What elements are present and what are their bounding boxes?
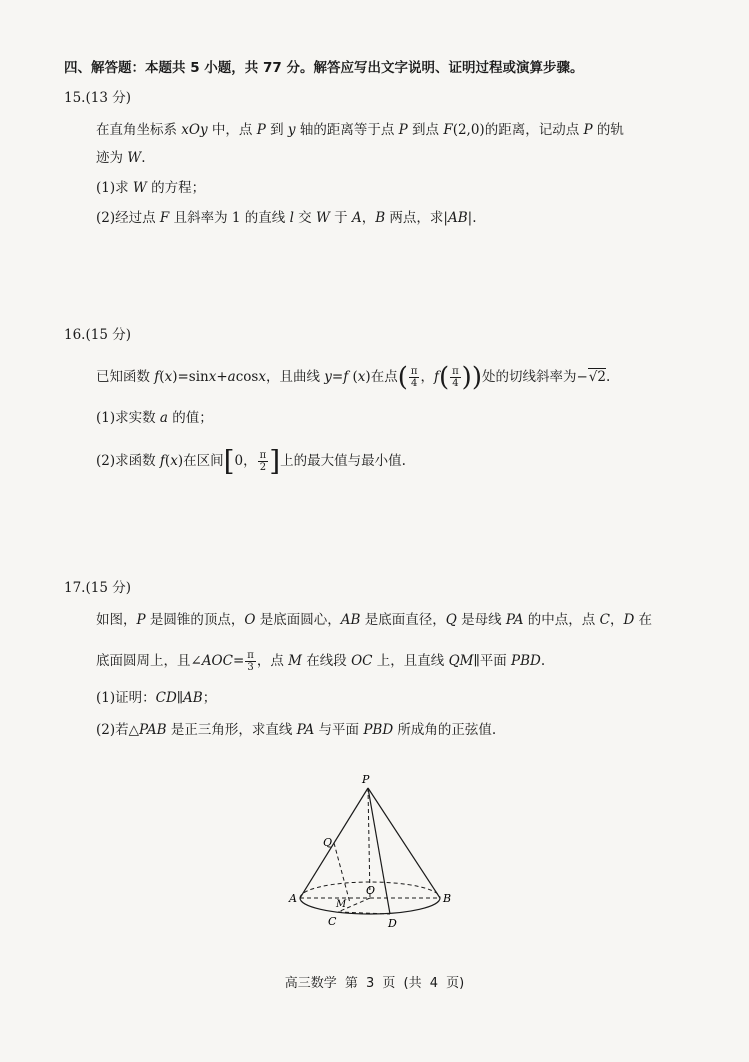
label-P: P: [362, 773, 370, 786]
q16-part1: (1)求实数 a 的值；: [96, 410, 213, 426]
q17-part2: (2)若△PAB 是正三角形，求直线 PA 与平面 PBD 所成角的正弦值.: [96, 722, 497, 738]
fraction-pi-over-4: $\frac{\pi}{4}$: [410, 366, 418, 389]
q17-stem-line2: 底面圆周上，且∠AOC= $\frac{\pi}{3}$ ，点 M 在线段 OC 上，且直线 QM∥平面 PBD.: [96, 650, 546, 673]
label-B: B: [443, 892, 452, 905]
q16-part2: (2)求函数 f(x)在区间[0， $\frac{\pi}{2}$ ]上的最大值与最小值.: [96, 444, 406, 478]
line-PO: [368, 788, 370, 898]
fraction-pi-over-2: $\frac{\pi}{2}$: [259, 450, 267, 473]
q17-stem-line1: 如图，P 是圆锥的顶点，O 是底面圆心，AB 是底面直径，Q 是母线 PA 的中点，点 C，D 在: [96, 612, 653, 628]
big-right-bracket: ]: [269, 444, 281, 478]
label-O: O: [366, 884, 376, 897]
section-header: 四、解答题：本题共 5 小题，共 77 分。解答应写出文字说明、证明过程或演算步骤。: [64, 60, 584, 76]
line-QM: [334, 843, 350, 903]
label-D: D: [388, 917, 397, 930]
label-C: C: [328, 915, 337, 928]
big-left-paren: (: [438, 362, 450, 393]
q15-stem-line1: 在直角坐标系 xOy 中，点 P 到 y 轴的距离等于点 P 到点 F(2,0)的距离，记动点 P 的轨: [96, 122, 624, 138]
label-M: M: [336, 899, 347, 910]
fraction-pi-over-4: $\frac{\pi}{4}$: [452, 366, 459, 389]
big-left-paren: (: [397, 362, 408, 393]
line-PB: [368, 788, 440, 898]
sqrt-expression: √2: [588, 369, 606, 385]
q15-number: 15.(13 分): [64, 90, 131, 106]
q15-part2: (2)经过点 F 且斜率为 1 的直线 l 交 W 于 A，B 两点，求|AB|.: [96, 210, 477, 226]
q15-stem-line2: 迹为 W.: [96, 150, 146, 166]
fraction-pi-over-3: $\frac{\pi}{3}$: [247, 650, 254, 673]
q16-number: 16.(15 分): [64, 327, 131, 343]
big-right-paren: )): [461, 362, 482, 393]
q17-part1: (1)证明：CD∥AB；: [96, 690, 217, 706]
label-Q: Q: [323, 836, 333, 849]
base-ellipse-front: [300, 898, 440, 914]
cone-figure: [280, 770, 460, 940]
big-left-bracket: [: [223, 444, 235, 478]
q16-stem: 已知函数 f(x)=sinx+acosx，且曲线 y=f (x)在点( $\frac{\pi}{4}$ ，f( $\frac{\pi}{4}$ ))处的切线斜率为−√2.: [96, 362, 611, 393]
q15-part1: (1)求 W 的方程；: [96, 180, 206, 196]
label-A: A: [289, 892, 297, 905]
q17-number: 17.(15 分): [64, 580, 131, 596]
page-footer: 高三数学 第 3 页 (共 4 页): [284, 976, 465, 991]
